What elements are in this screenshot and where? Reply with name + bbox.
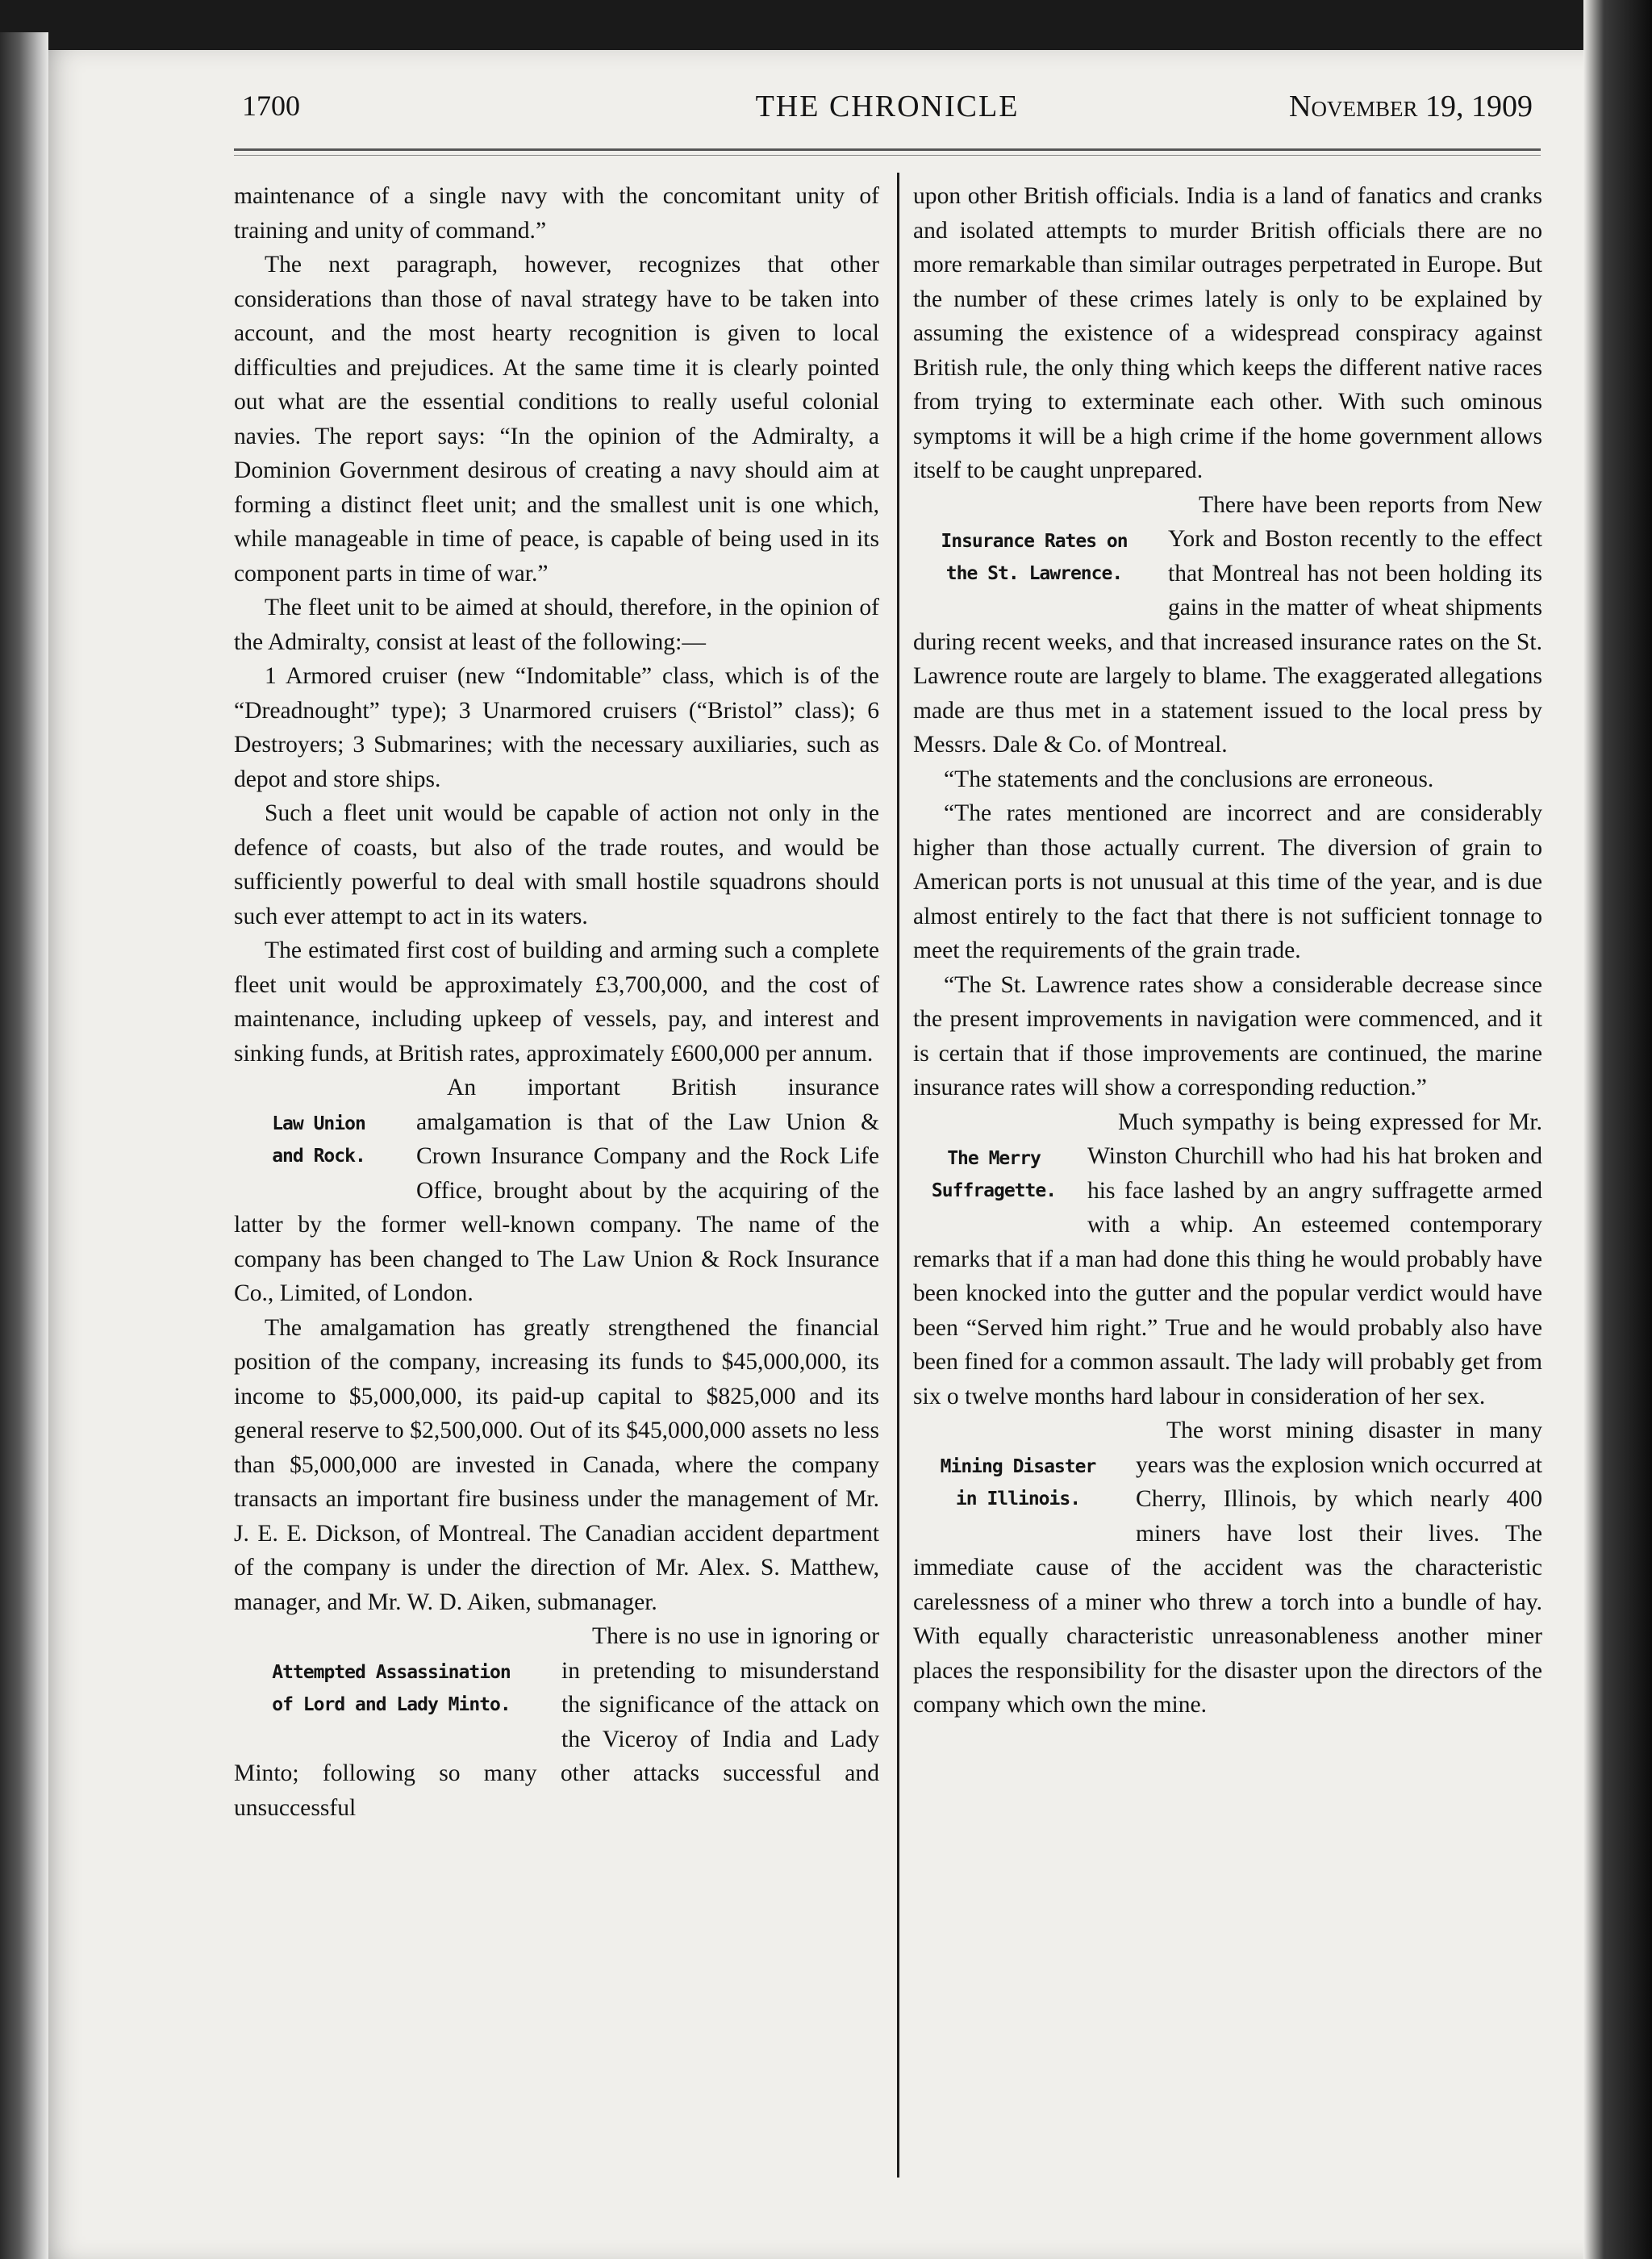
paragraph: The next paragraph, however, recognizes that other considerations than those of naval strategy have to be taken into account, and the most hearty recognition is given to local difficulties and prejudices. At the same time it is clearly pointed out what are the essential conditions to really useful colonial navies. The report says: “In the opinion of the Admiralty, a Dominion Government desirous of creating a navy should aim at forming a distinct fleet unit; and the smallest unit is one which, while manageable in time of peace, is capable of being used in its component parts in time of war.” xyxy=(234,252,879,587)
paragraph: There have been reports from New York and Boston recently to the effect that Montreal has not been holding its gains in the matter of wheat shipments during recent weeks, and that increased insurance rates on the St. Lawrence route are largely to blame. The exaggerated allegations made are thus met in a statement issued to the local press by Messrs. Dale & Co. of Montreal. xyxy=(913,491,1542,758)
column-divider xyxy=(897,173,899,2178)
heading-line: the St. Lawrence. xyxy=(945,562,1123,584)
paragraph: Such a fleet unit would be capable of action not only in the defence of coasts, but also of the trade routes, and would be sufficiently powerful to deal with small hostile squadrons should such ever attempt to act in its waters. xyxy=(234,800,879,929)
section-heading-minto xyxy=(234,1656,549,1721)
paragraph: The worst mining disaster in many years was the explosion wnich occurred at Cherry, Illinois, by which nearly 400 miners have lost their lives. The immediate cause of the accident was the characteristic carelessness of a miner who threw a torch into a bundle of hay. With equally characteristic unreasonableness another miner places the responsibility for the disaster upon the directors of the company which own the mine. xyxy=(913,1418,1542,1718)
running-head xyxy=(242,89,1533,137)
publication-title: THE CHRONICLE xyxy=(755,90,1020,123)
paragraph: An important British insurance amalgamation is that of the Law Union & Crown Insurance Company and the Rock Life Office, brought about by the acquiring of the latter by the former well-known company. The name of the company has been changed to The Law Union & Rock Insurance Co., Limited, of London. xyxy=(234,1075,879,1306)
paragraph: There is no use in ignoring or in pretending to misunderstand the significance of the attack on the Viceroy of India and Lady Minto; following so many other attacks successful and unsuccessful xyxy=(234,1623,879,1821)
book-spine xyxy=(0,32,48,2259)
heading-line: in Illinois. xyxy=(955,1489,1081,1509)
section-heading-suffragette xyxy=(913,1142,1074,1207)
heading-line: Mining Disaster xyxy=(940,1456,1096,1477)
header-rule xyxy=(234,148,1541,151)
heading-line: The Merry xyxy=(947,1147,1041,1169)
paragraph: “The rates mentioned are incorrect and are considerably higher than those actually current. The diversion of grain to American ports is not unusual at this time of the year, and is due almost entirely to the fact that there is not sufficient tonnage to meet the requirements of the grain trade. xyxy=(913,800,1542,963)
paragraph: Much sympathy is being expressed for Mr. Winston Churchill who had his hat broken and his face lashed by an angry suffragette armed with a whip. An esteemed contemporary remarks that if a man had done this thing he would probably have been knocked into the gutter and the popular verdict would have been “Served him right.” True and he would probably also have been fined for a common assault. The lady will probably get from six o twelve months hard labour in consideration of her sex. xyxy=(913,1109,1542,1409)
paragraph: “The statements and the conclusions are erroneous. xyxy=(944,766,1434,792)
page-edge-shadow xyxy=(1583,0,1652,2259)
heading-line: Suffragette. xyxy=(931,1180,1057,1201)
heading-line: Attempted Assassination xyxy=(272,1662,511,1683)
section-heading-insurance xyxy=(913,525,1155,590)
heading-line: of Lord and Lady Minto. xyxy=(272,1694,511,1715)
right-column xyxy=(913,179,1542,1722)
paragraph: “The St. Lawrence rates show a considerable decrease since the present improvements in navigation were commenced, and it is certain that if those improvements are continued, the marine insurance rates will show a corresponding reduction.” xyxy=(913,971,1542,1100)
paragraph: The fleet unit to be aimed at should, therefore, in the opinion of the Admiralty, consist at least of the following:— xyxy=(234,595,879,655)
issue-date: November 19, 1909 xyxy=(1289,90,1533,123)
paragraph: The amalgamation has greatly strengthened the financial position of the company, increasing its funds to $45,000,000, its income to $5,000,000, its paid-up capital to $825,000 and its general reserve to $2,500,000. Out of its $45,000,000 assets no less than $5,000,000 are invested in Canada, where the company transacts an important fire business under the management of Mr. J. E. E. Dickson, of Montreal. The Canadian accident department of the company is under the direction of Mr. Alex. S. Matthew, manager, and Mr. W. D. Aiken, submanager. xyxy=(234,1314,879,1615)
section-heading-mining xyxy=(913,1451,1123,1515)
paragraph: The estimated first cost of building and arming such a complete fleet unit would be approximately £3,700,000, and the cost of maintenance, including upkeep of vessels, pay, and interest and sinking funds, at British rates, approximately £600,000 per annum. xyxy=(234,937,879,1067)
heading-line: and Rock. xyxy=(272,1146,365,1167)
fleet-list: 1 Armored cruiser (new “Indomitable” class, which is of the “Dreadnought” type); 3 Unarmored cruisers (“Bristol” class); 6 Destroyers; 3 Submarines; with the necessary auxiliaries, such as depot and store ships. xyxy=(234,663,879,792)
section-heading-law-union xyxy=(234,1108,403,1172)
page-number: 1700 xyxy=(242,90,300,122)
header-rule-thin xyxy=(234,155,1541,156)
left-column xyxy=(234,179,879,1825)
heading-line: Insurance Rates on xyxy=(941,530,1128,552)
paragraph: upon other British officials. India is a land of fanatics and cranks and isolated attempts to murder British officials there are no more remarkable than similar outrages perpetrated in Europe. But the number of these crimes lately is only to be explained by assuming the existence of a widespread conspiracy against British rule, the only thing which keeps the different native races from trying to exterminate each other. With such ominous symptoms it will be a high crime if the home government allows itself to be caught unprepared. xyxy=(913,183,1542,483)
heading-line: Law Union xyxy=(272,1113,365,1134)
paragraph: maintenance of a single navy with the concomitant unity of training and unity of command.” xyxy=(234,183,879,244)
